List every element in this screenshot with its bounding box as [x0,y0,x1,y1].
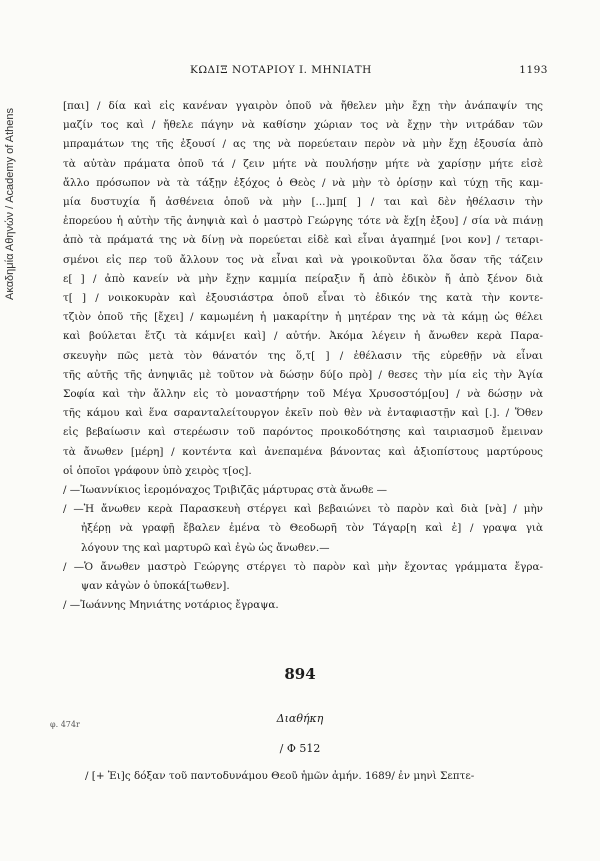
signature-paraskevi [63,500,543,558]
document-type: Διαθήκη [276,712,324,725]
text-line: / —Ὁ ἄνωθεν μαστρὸ Γεώργης στέργει τὸ παρὸν καὶ μὴν ἔχοντας γράμματα ἔγρα- [63,560,543,573]
running-title: ΚΩΔΙΞ ΝΟΤΑΡΙΟΥ Ι. ΜΗΝΙΑΤΗ [190,64,372,76]
paragraph [63,97,543,481]
text-line: [παι] / δία καὶ εἰς κανέναν γγαιρὸν ὁποῦ νὰ ἤθελεν μὴν ἔχῃ τὴν ἀνάπαψίν της [63,100,543,112]
text-line: ἄλλο πρόσωπον νὰ τὰ τάξῃν ἐξόχος ὁ Θεὸς / νὰ μὴν τὸ ὁρίσῃν καὶ τύχῃ τῆς καμ- [63,176,543,189]
text-line: τζιὸν ὁποῦ τῆς [ἔχει] / καμωμένη ἡ μακαρίτην ἡ μητέραν της νὰ τὰ κάμῃ ὡς θέλει [63,311,543,324]
text-line: τὰ ἄνωθεν [μέρη] / κοντέντα καὶ ἀνεπαμένα βάνοντας καὶ ἀξιοπίστους μαρτύρους [63,445,543,458]
body-text [63,97,543,615]
text-line: μία δυστυχία ἤ ἀσθένεια ὁποῦ νὰ μὴν [...]μπ[ ] / ται καὶ δὲν ἠθέλασιν τὴν [63,196,543,209]
text-line: τῆς κάμου καὶ ἕνα σαρανταλείτουργον ἐκεῖν ποὺ θὲν νὰ ἐνταφιαστῇν καὶ [.]. / Ὅθεν [63,407,543,420]
signature-witness [63,481,543,500]
text-line: ἀπὸ τὰ πράματά της νὰ δίνῃ νὰ πορεύεται εἰδὲ καὶ εἶναι ἀγαπημέ [νοι κον] / τεταρι- [63,234,543,247]
text-line: σκευγὴν πῶς μετὰ τὸν θάνατόν της ὅ,τ[ ] / ἐθέλασιν τῆς εὐρεθῇν νὰ εἶναι [63,349,543,362]
text-line: ε[ ] / ἀπὸ κανείν νὰ μὴν ἔχῃν καμμία πείραξιν ἤ ἀπὸ ἐδικὸν ἤ ἀπὸ ξένον διὰ [63,272,543,285]
text-line: μπραμάτων της τῆς ἐξουσί / ας της νὰ πορεύεταιν περὸν νὰ μὴν ἔχῃ ἐξουσία ἀπὸ [63,138,543,151]
text-line: μαζίν τος καὶ / ἤθελε πάγην νὰ καθίσην χώριαν τος νὰ ἔχῃν τὴν νιτράδαν τῶν [63,119,543,132]
text-line: λόγουν της καὶ μαρτυρῶ καὶ ἐγὼ ὡς ἄνωθεν.— [81,541,330,554]
signature-georgis [63,558,543,596]
text-line: τ[ ] / νοικοκυρὰν καὶ ἐξουσιάστρα ὁποῦ εἶναι τὸ ἐδικόν της κατὰ τὴν κοντε- [63,292,543,305]
folio-reference: / Φ 512 [279,742,321,755]
text-line: τὰ αὐτὰν πράματα ὁποῦ τά / ζειν μήτε νὰ πουλήσῃν μήτε νὰ χαρίσῃν μήτε εἰσὲ [63,157,543,170]
text-line: σμένοι εἰς περ τοῦ ἄλλουν τος νὰ εἶναι καὶ νὰ γροικοῦνται ὅλα ὅσαν τῆς τάζειν [63,253,543,266]
text-line: καὶ βούλεται ἔτζι τὰ κάμν[ει καὶ] / αὐτήν. Ἀκόμα λέγειν ἡ ἄνωθεν κερὰ Παρα- [63,330,543,343]
text-line: Σοφία καὶ τὴν ἄλλην εἰς τὸ μοναστήρην τοῦ Μέγα Χρυσοστόμ[ου] / νὰ δώσῃν νὰ [63,388,543,401]
text-line: οἱ ὁποῖοι γράφουν ὑπὸ χειρὸς τ[ος]. [63,464,252,477]
text-line: ἠξέρῃ νὰ γραφῇ ἔβαλεν ἐμένα τὸ Θεοδωρῆ τὸν Τάγαρ[η καὶ ἐ] / γραψα γιὰ [81,522,543,535]
signature-notary [63,596,543,615]
text-line: / [+ Ἐι]ς δόξαν τοῦ παντοδυνάμου Θεοῦ ἡμῶν ἀμήν. 1689/ ἐν μηνὶ Σεπτε- [85,770,475,782]
text-line: τῆς αὐτῆς τῆς ἀνηψιᾶς μὲ τοῦτον νὰ δώσῃν δύ[ο πρὸ] / θεσες τὴν μία εἰς τὴν Ἁγία [63,368,543,381]
text-line: εἰς βεβαίωσιν καὶ στερέωσιν τοῦ παρόντος προικοδότησης καὶ ταιριασμοῦ ἔμειναν [63,426,543,439]
text-line: ἐπορεύου ἡ αὐτὴν τῆς ἀνηψιὰ καὶ ὁ μαστρὸ Γεώργης τότε νὰ ἔχ[η ἐξου] / σία νὰ πιάνῃ [63,215,543,228]
text-line: / —Ἰωαννίκιος ἱερομόναχος Τριβιζᾶς μάρτυρας στὰ ἄνωθε — [63,484,388,497]
margin-note: φ. 474r [50,720,80,729]
side-credit: Ακαδημία Αθηνών / Academy of Athens [4,107,16,300]
page-number: 1193 [519,64,548,76]
text-line: / —Ἡ ἄνωθεν κερὰ Παρασκευὴ στέργει καὶ βεβαιώνει τὸ παρὸν καὶ διὰ [νὰ] / μὴν [63,503,543,516]
text-line: / —Ἰωάννης Μηνιάτης νοτάριος ἔγραψα. [63,599,279,612]
document-number: 894 [284,665,316,683]
text-line: ψαν κἀγὼν ὁ ὑποκά[τωθεν]. [81,580,230,593]
